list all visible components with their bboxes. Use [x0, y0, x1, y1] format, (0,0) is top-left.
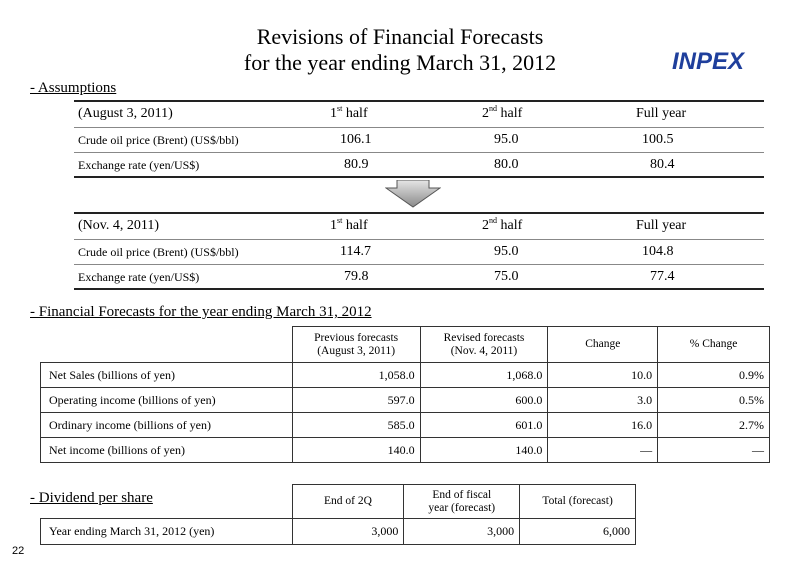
assumptions-after-date: (Nov. 4, 2011)	[78, 218, 160, 233]
forecasts-table	[40, 326, 770, 463]
end-of-2q-header: End of 2Q	[292, 485, 404, 519]
row-label: Operating income (billions of yen)	[41, 388, 293, 413]
revised-forecasts-header: Revised forecasts (Nov. 4, 2011)	[420, 327, 548, 363]
cell-revised: 1,068.0	[420, 363, 548, 388]
cell-previous: 140.0	[292, 438, 420, 463]
row-label: Exchange rate (yen/US$)	[78, 158, 200, 172]
row-label: Net Sales (billions of yen)	[41, 363, 293, 388]
cell-pct: ―	[658, 438, 770, 463]
row-label: Crude oil price (Brent) (US$/bbl)	[78, 245, 239, 259]
second-half-header: 2nd half	[482, 104, 523, 121]
first-half-header: 1st half	[330, 104, 368, 121]
cell-revised: 140.0	[420, 438, 548, 463]
arrow-down-icon	[385, 180, 441, 208]
value: 95.0	[494, 244, 519, 259]
cell-pct: 0.5%	[658, 388, 770, 413]
full-year-header: Full year	[636, 218, 687, 233]
table-row	[41, 519, 636, 545]
value: 106.1	[340, 132, 372, 147]
forecasts-heading: - Financial Forecasts for the year ending March 31, 2012	[30, 304, 372, 320]
first-half-header: 1st half	[330, 216, 368, 233]
table-row	[41, 388, 770, 413]
value: 79.8	[344, 269, 369, 284]
row-label: Ordinary income (billions of yen)	[41, 413, 293, 438]
previous-forecasts-header: Previous forecasts (August 3, 2011)	[292, 327, 420, 363]
table-row	[74, 128, 764, 152]
table-header-row	[41, 327, 770, 363]
cell-revised: 601.0	[420, 413, 548, 438]
cell-previous: 585.0	[292, 413, 420, 438]
cell-2q: 3,000	[292, 519, 404, 545]
assumptions-after-header	[74, 214, 764, 238]
dividend-heading: - Dividend per share	[30, 490, 153, 506]
pct-change-header: % Change	[658, 327, 770, 363]
rule	[74, 288, 764, 290]
value: 104.8	[642, 244, 674, 259]
table-row	[41, 363, 770, 388]
cell-pct: 2.7%	[658, 413, 770, 438]
cell-change: 3.0	[548, 388, 658, 413]
table-row	[41, 413, 770, 438]
cell-change: 10.0	[548, 363, 658, 388]
row-label: Year ending March 31, 2012 (yen)	[41, 519, 293, 545]
value: 80.0	[494, 157, 519, 172]
row-label: Exchange rate (yen/US$)	[78, 270, 200, 284]
rule	[74, 176, 764, 178]
full-year-header: Full year	[636, 106, 687, 121]
title-line-2: for the year ending March 31, 2012	[243, 50, 557, 75]
page-number: 22	[12, 545, 25, 557]
assumptions-heading: - Assumptions	[30, 80, 117, 96]
logo-text: INPEX	[671, 48, 745, 75]
assumptions-before-header	[74, 102, 764, 126]
table-row	[74, 153, 764, 177]
value: 77.4	[650, 269, 675, 284]
change-header: Change	[548, 327, 658, 363]
cell-revised: 600.0	[420, 388, 548, 413]
cell-fiscal-year: 3,000	[404, 519, 520, 545]
assumptions-before-date: (August 3, 2011)	[78, 106, 173, 121]
end-of-fiscal-year-header: End of fiscal year (forecast)	[404, 485, 520, 519]
value: 80.9	[344, 157, 369, 172]
value: 114.7	[340, 244, 371, 259]
value: 75.0	[494, 269, 519, 284]
value: 80.4	[650, 157, 675, 172]
total-forecast-header: Total (forecast)	[520, 485, 636, 519]
cell-total: 6,000	[520, 519, 636, 545]
table-row	[74, 265, 764, 289]
dividend-table	[40, 484, 636, 545]
cell-change: ―	[548, 438, 658, 463]
row-label: Net income (billions of yen)	[41, 438, 293, 463]
title-line-1: Revisions of Financial Forecasts	[256, 24, 544, 49]
second-half-header: 2nd half	[482, 216, 523, 233]
table-header-row	[41, 485, 636, 519]
inpex-logo	[654, 47, 762, 75]
row-label: Crude oil price (Brent) (US$/bbl)	[78, 133, 239, 147]
table-row	[41, 438, 770, 463]
cell-change: 16.0	[548, 413, 658, 438]
value: 100.5	[642, 132, 674, 147]
value: 95.0	[494, 132, 519, 147]
table-row	[74, 240, 764, 264]
cell-previous: 597.0	[292, 388, 420, 413]
cell-pct: 0.9%	[658, 363, 770, 388]
cell-previous: 1,058.0	[292, 363, 420, 388]
